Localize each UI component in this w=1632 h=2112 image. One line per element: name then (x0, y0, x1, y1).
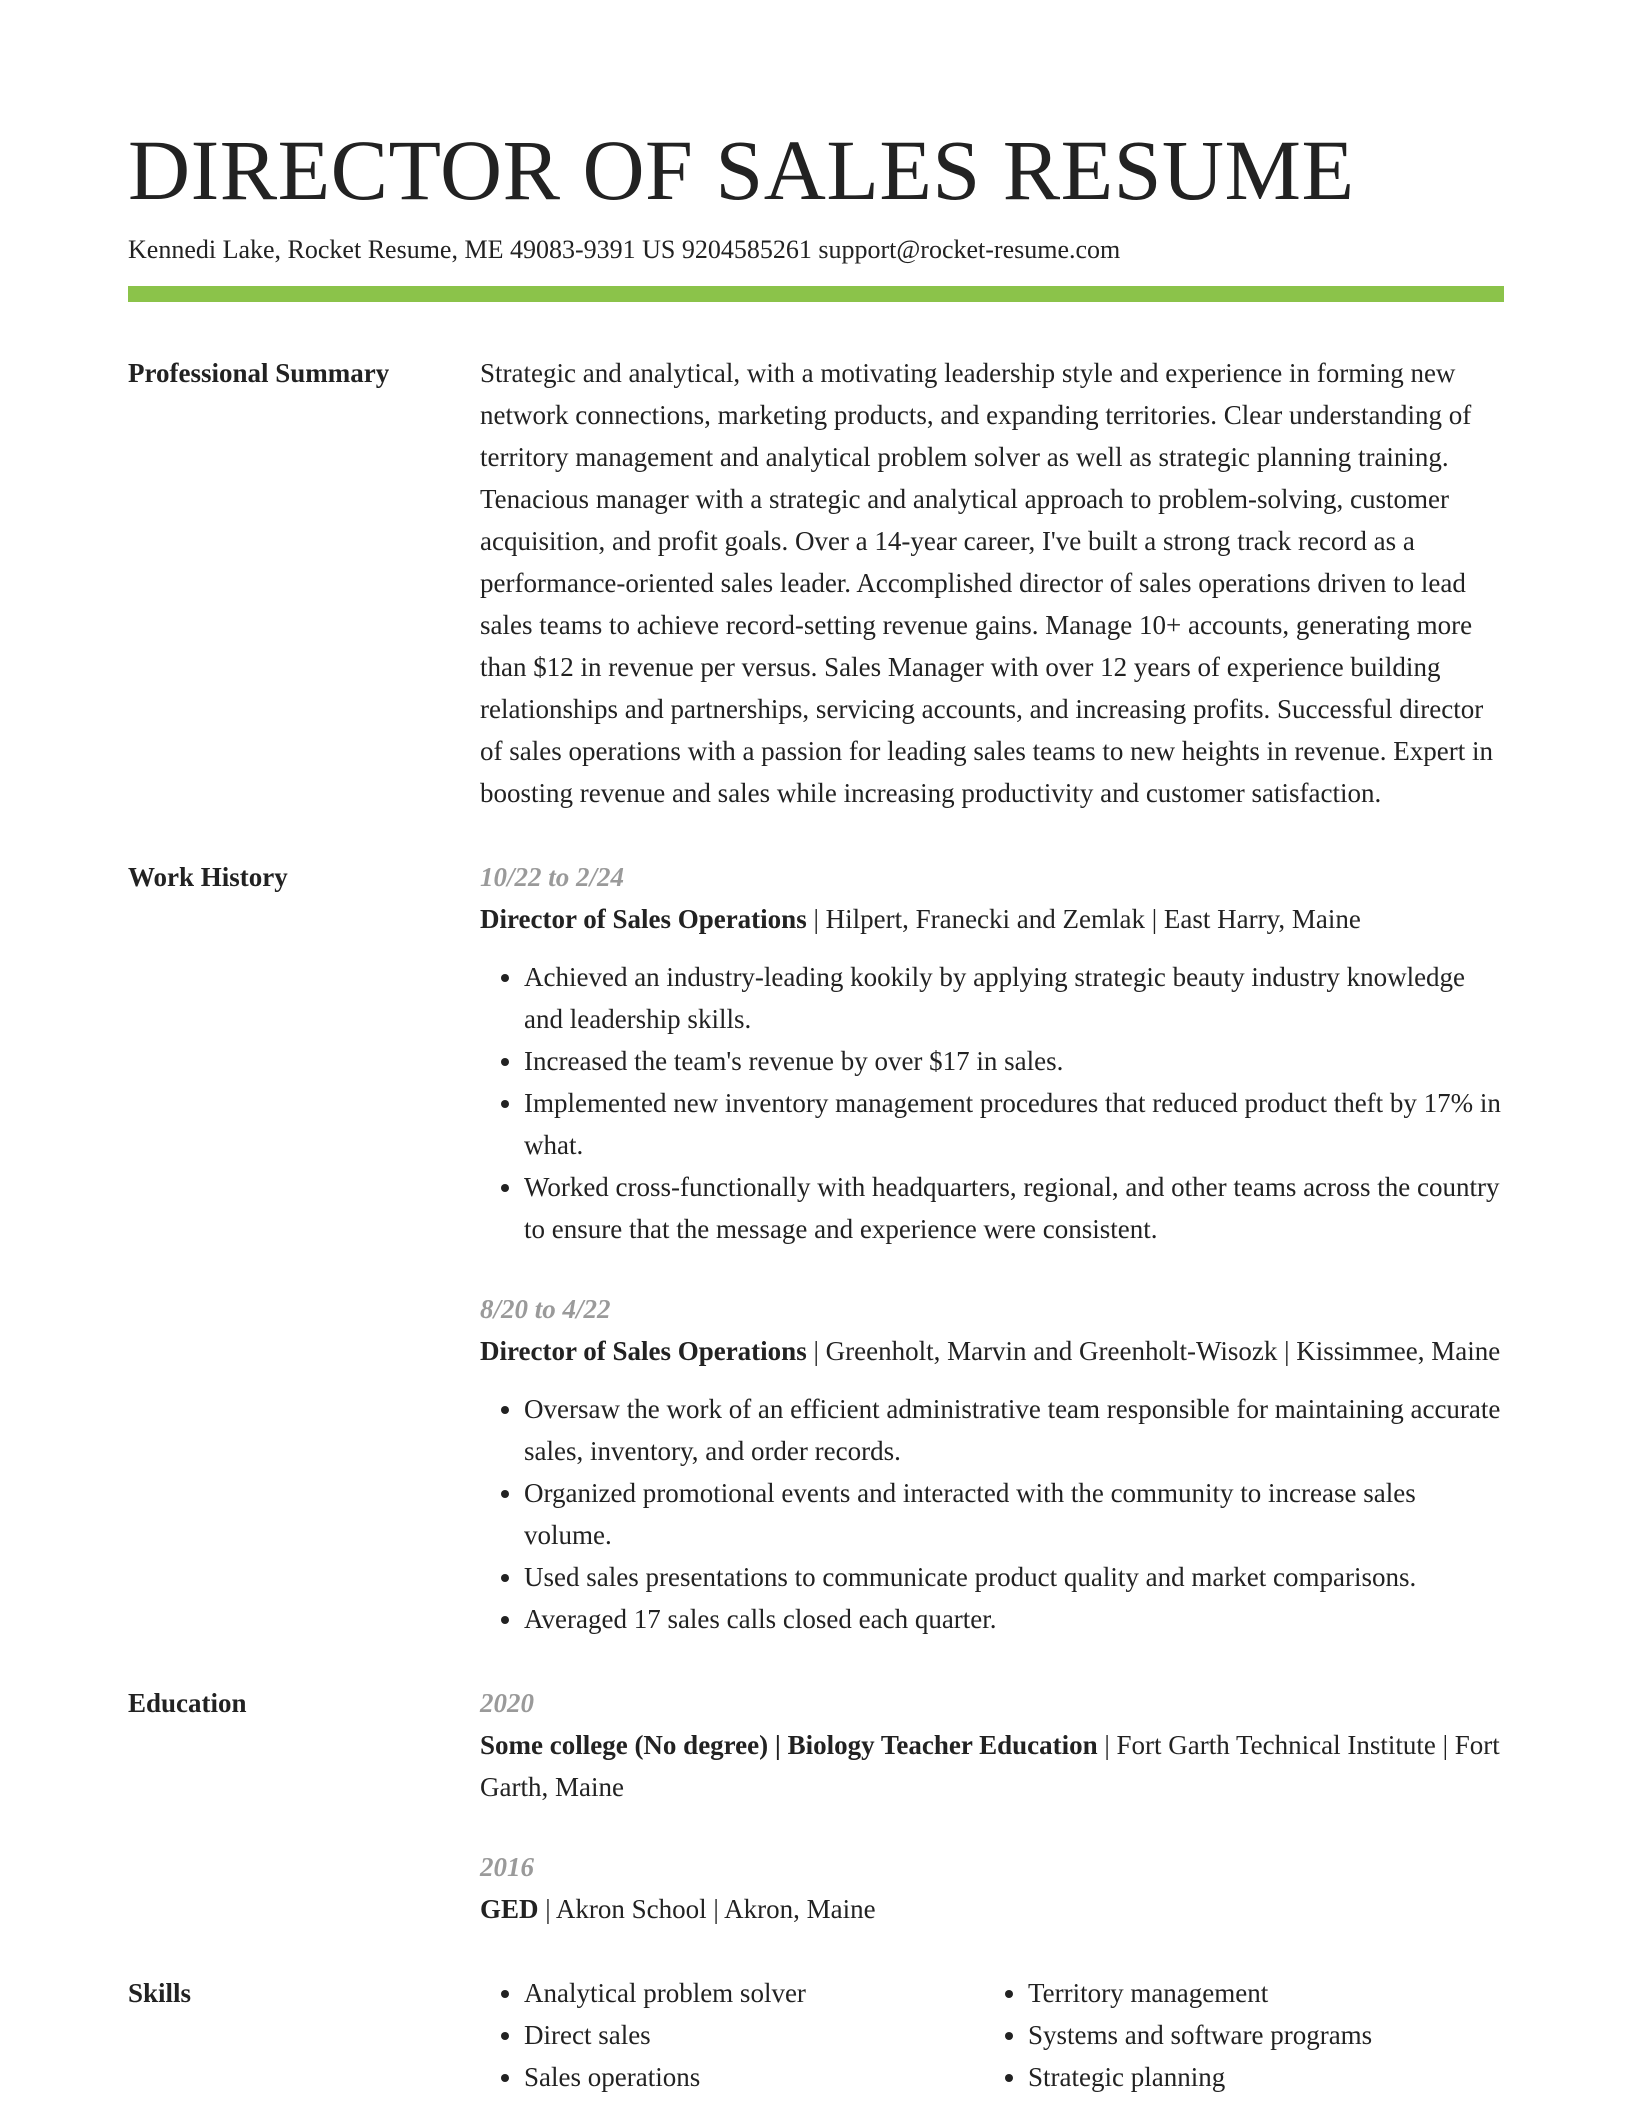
education-entry (480, 1846, 1504, 1930)
skills-list-left (480, 1972, 984, 2098)
job-bullet: • Increased the team's revenue by over $17 in sales. (524, 1040, 1504, 1082)
job-bullet: • Implemented new inventory management procedures that reduced product theft by 17% in what. (524, 1082, 1504, 1166)
education-year: 2020 (480, 1688, 534, 1718)
job-entry (480, 856, 1504, 1250)
skill-item: • Direct sales (524, 2014, 984, 2056)
education-line (480, 1888, 1504, 1930)
job-employer-location: | Hilpert, Franecki and Zemlak | East Harry, Maine (806, 904, 1361, 934)
education-entry (480, 1682, 1504, 1808)
skill-item: • Strategic planning (1028, 2056, 1504, 2098)
section-label-work-history: Work History (128, 862, 288, 892)
education-line (480, 1724, 1504, 1808)
education-school-location: | Fort Garth Technical Institute | Fort Garth, Maine (480, 1730, 1500, 1802)
section-label-education: Education (128, 1688, 247, 1718)
job-employer-location: | Greenholt, Marvin and Greenholt-Wisozk | Kissimmee, Maine (806, 1336, 1501, 1366)
education-school-location: | Akron School | Akron, Maine (538, 1894, 876, 1924)
summary-text: Strategic and analytical, with a motivating leadership style and experience in forming new network connections, marketing products, and expanding territories. Clear understanding of territory management and analytical problem solver as well as strategic planning training. Tenacious manager with a strategic and analytical approach to problem-solving, customer acquisition, and profit goals. Over a 14-year career, I've built a strong track record as a performance-oriented sales leader. Accomplished director of sales operations driven to lead sales teams to achieve record-setting revenue gains. Manage 10+ accounts, generating more than $12 in revenue per versus. Sales Manager with over 12 years of experience building relationships and partnerships, servicing accounts, and increasing profits. Successful director of sales operations with a passion for leading sales teams to new heights in revenue. Expert in boosting revenue and sales while increasing productivity and customer satisfaction. (480, 358, 1493, 808)
job-bullet: • Used sales presentations to communicate product quality and market comparisons. (524, 1556, 1504, 1598)
job-dates: 8/20 to 4/22 (480, 1294, 611, 1324)
skill-item: • Systems and software programs (1028, 2014, 1504, 2056)
accent-divider (128, 286, 1504, 302)
education-section (128, 1682, 1504, 1930)
contact-line: Kennedi Lake, Rocket Resume, ME 49083-9391 US 9204585261 support@rocket-resume.com (128, 235, 1121, 264)
resume-title: DIRECTOR OF SALES RESUME (128, 122, 1355, 218)
work-history-section (128, 856, 1504, 1640)
job-bullet: • Organized promotional events and interacted with the community to increase sales volume. (524, 1472, 1504, 1556)
job-role-line (480, 898, 1504, 940)
skill-item: • Analytical problem solver (524, 1972, 984, 2014)
resume-page (128, 118, 1504, 2098)
skill-item: • Sales operations (524, 2056, 984, 2098)
job-bullet: • Achieved an industry-leading kookily by applying strategic beauty industry knowledge and leadership skills. (524, 956, 1504, 1040)
job-bullet: • Averaged 17 sales calls closed each quarter. (524, 1598, 1504, 1640)
job-title: Director of Sales Operations (480, 1336, 807, 1366)
job-title: Director of Sales Operations (480, 904, 807, 934)
education-degree: GED (480, 1894, 539, 1924)
job-dates: 10/22 to 2/24 (480, 862, 625, 892)
job-bullet: • Oversaw the work of an efficient administrative team responsible for maintaining accurate sales, inventory, and order records. (524, 1388, 1504, 1472)
job-bullets (480, 1388, 1504, 1640)
education-degree: Some college (No degree) | Biology Teacher Education (480, 1730, 1098, 1760)
education-year: 2016 (480, 1852, 534, 1882)
skills-section (128, 1972, 1504, 2098)
skill-item: • Territory management (1028, 1972, 1504, 2014)
job-bullets (480, 956, 1504, 1250)
job-bullet: • Worked cross-functionally with headquarters, regional, and other teams across the country to ensure that the message and experience were consistent. (524, 1166, 1504, 1250)
job-role-line (480, 1330, 1504, 1372)
section-label-skills: Skills (128, 1978, 192, 2008)
section-label-summary: Professional Summary (128, 358, 390, 388)
job-entry (480, 1288, 1504, 1640)
summary-section (128, 352, 1504, 814)
skills-list-right (984, 1972, 1504, 2098)
